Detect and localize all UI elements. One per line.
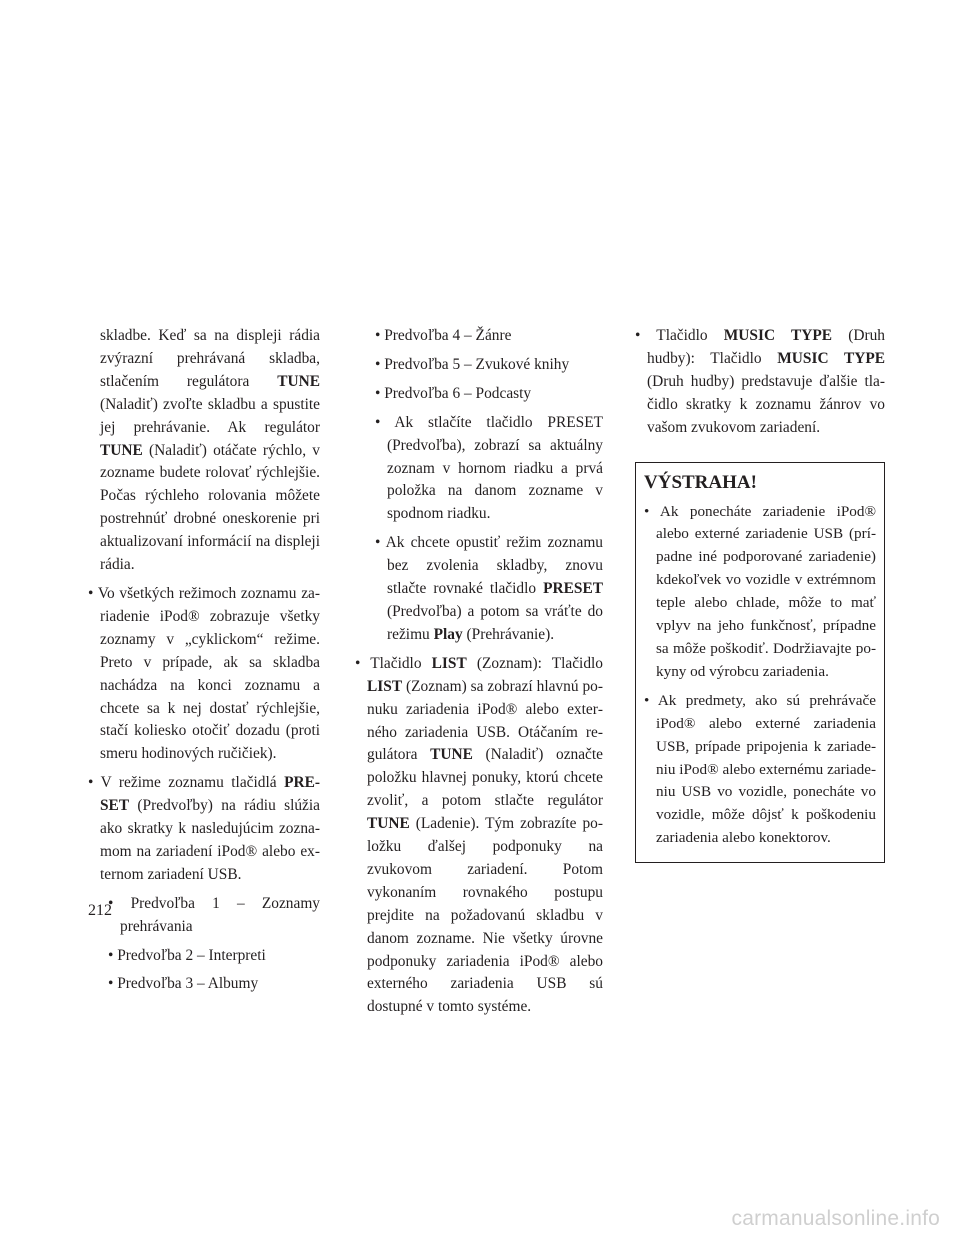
tune-bold-label: TUNE — [367, 815, 410, 833]
play-bold-label: Play — [433, 625, 463, 643]
warning-item-left-in-vehicle: • Ak predmety, ako sú prehrávače iPod® alebo externé zariadenia USB, prípade pripojenia k zariadeniu iPod® alebo externému zariadeniu USB vo vozidle, ponecháte vo vozidle, môže dôjsť k poškodeniu zariadenia alebo konektorov. — [644, 691, 876, 847]
paragraph-continuation — [88, 325, 320, 577]
text-column-right — [635, 325, 885, 863]
tune-bold-label: TUNE — [100, 441, 143, 459]
list-bold-label: LIST — [431, 654, 467, 672]
warning-box — [635, 462, 885, 864]
continuation-text: skladbe. Keď sa na displeji rádia zvýrazní prehrávaná skladba, stlačením regulátora TUNE (Naladiť) zvoľte skladbu a spustite jej prehrávanie. Ak regulátor TUNE (Naladiť) otáčate rýchlo, v zozname budete rolovať rýchlejšie. Počas rýchleho rolovania môžete postrehnúť drobné oneskorenie pri aktualizovaní informácií na displeji rádia. — [100, 327, 320, 574]
music-type-bold-label: MUSIC TYPE — [777, 349, 886, 367]
list-button-description: • Tlačidlo LIST (Zoznam): Tlačidlo LIST (Zoznam) sa zobrazí hlavnú ponuku zariadenia iPod® alebo externého zariadenia USB. Otáčaním regulátora TUNE (Naladiť) označte položku hlavnej ponuky, ktorú chcete zvoliť, a potom stlačte regulátor TUNE (Ladenie). Tým zobrazíte položku ďalšej podponuky na zvukovom zariadení. Potom vykonaním rovnakého postupu prejdite na požadovanú skladbu v danom zozname. Nie všetky úrovne podponuky zariadenia iPod® alebo externého zariadenia USB sú dostupné v tomto systéme. — [355, 654, 603, 1016]
music-type-bold-label: MUSIC TYPE — [723, 327, 833, 344]
tune-bold-label: TUNE — [277, 372, 320, 390]
watermark: carmanualsonline.info — [731, 1207, 940, 1230]
preset-item-3: • Predvoľba 3 – Albumy — [108, 975, 259, 993]
tune-bold-label: TUNE — [430, 746, 473, 764]
warning-item-temperature: • Ak ponecháte zariadenie iPod® alebo externé zariadenie USB (prípadne iné podporované zariadenie) kdekoľvek vo vozidle v extrémnom teple alebo chlade, môže to mať vplyv na jeho funkčnosť, prípadne sa môže poškodiť. Dodržiavajte pokyny od výrobcu zariadenia. — [644, 502, 876, 680]
list-bold-label: LIST — [367, 677, 403, 695]
preset-bold-label: PRESET — [100, 774, 320, 815]
preset-item-5: • Predvoľba 5 – Zvukové knihy — [375, 355, 570, 373]
preset-press-info: • Ak stlačíte tlačidlo PRESET (Predvoľba), zobrazí sa aktuálny zoznam v hornom riadku a prvá položka na danom zozname v spodnom riadku. — [375, 413, 603, 523]
preset-item-1: • Predvoľba 1 – Zoznamy prehrávania — [108, 894, 320, 935]
page-number: 212 — [88, 902, 112, 919]
text-column-left — [88, 325, 320, 996]
bullet-cyclic-mode: • Vo všetkých režimoch zoznamu zariadenie iPod® zobrazuje všetky zoznamy v „cyklickom“ režime. Preto v prípade, ak sa skladba nachádza na konci zoznamu a chcete sa k nej dostať rýchlejšie, stačí koliesko otočiť dozadu (proti smeru hodinových ručičiek). — [88, 584, 320, 763]
preset-item-2: • Predvoľba 2 – Interpreti — [108, 946, 266, 964]
warning-title: VÝSTRAHA! — [644, 471, 757, 493]
preset-bold-label: PRESET — [543, 580, 603, 598]
music-type-description: • Tlačidlo MUSIC TYPE (Druh hudby): Tlačidlo MUSIC TYPE (Druh hudby) predstavuje ďalšie tlačidlo skratky k zoznamu žánrov vo vašom zvukovom zariadení. — [635, 327, 886, 436]
preset-item-4: • Predvoľba 4 – Žánre — [375, 327, 512, 344]
preset-item-6: • Predvoľba 6 – Podcasty — [375, 384, 532, 402]
text-column-middle — [355, 325, 603, 1019]
bullet-preset-shortcuts: • V režime zoznamu tlačidlá PRESET (Predvoľby) na rádiu slúžia ako skratky k nasledujúcim zoznamom na zariadení iPod® alebo externom zariadení USB. — [88, 774, 320, 883]
exit-list-mode: • Ak chcete opustiť režim zoznamu bez zvolenia skladby, znovu stlačte rovnaké tlačidlo PRESET (Predvoľba) a potom sa vráťte do režimu Play (Prehrávanie). — [375, 534, 603, 643]
